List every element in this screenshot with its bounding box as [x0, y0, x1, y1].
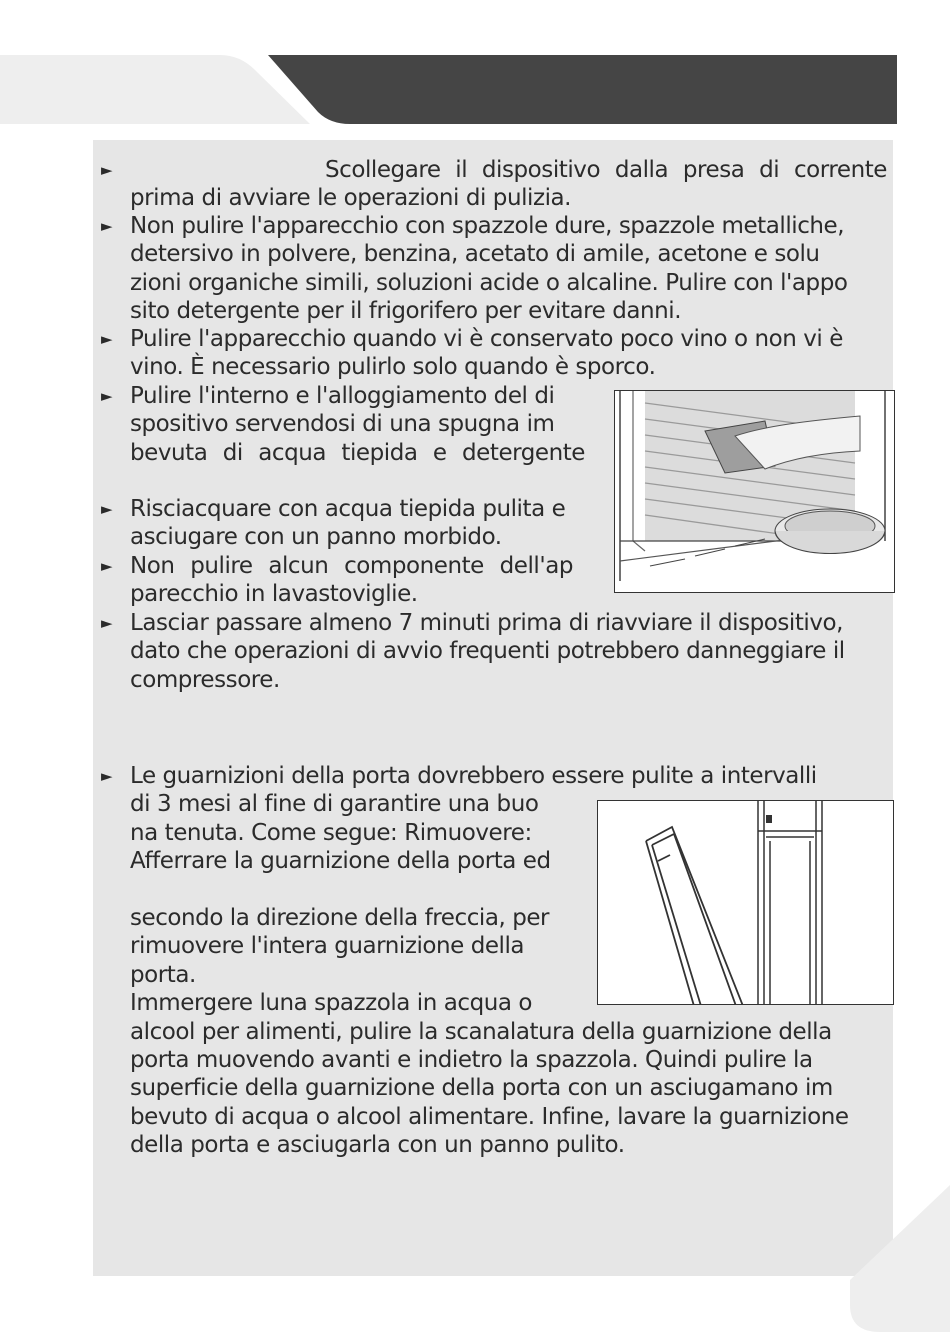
text-line: rimuovere l'intera guarnizione della: [130, 933, 525, 960]
bullet-marker: ►: [101, 557, 113, 575]
list-item: [130, 156, 887, 213]
text-line: Risciacquare con acqua tiepida pulita e: [130, 496, 566, 522]
text-line: bevuta di acqua tiepida e detergente: [130, 439, 585, 466]
text-line: porta muovendo avanti e indietro la spazzola. Quindi pulire la: [130, 1047, 813, 1074]
text-line: compressore.: [130, 666, 280, 693]
list-item: [130, 609, 845, 694]
bullet-marker: ►: [101, 500, 113, 518]
light-tab: [0, 55, 310, 124]
text-line: Immergere luna spazzola in acqua o: [130, 990, 532, 1017]
list-item: [130, 212, 847, 326]
text-line: bevuto di acqua o alcool alimentare. Infine, lavare la guarnizione: [130, 1103, 849, 1130]
text-line: Scollegare il dispositivo dalla presa di corrente: [325, 157, 887, 183]
bullet-marker: ►: [101, 387, 113, 405]
text-line: na tenuta. Come segue: Rimuovere:: [130, 819, 532, 846]
text-line: di 3 mesi al fine di garantire una buo: [130, 791, 539, 818]
text-line: zioni organiche simili, soluzioni acide o alcaline. Pulire con l'appo: [130, 269, 848, 296]
text-line: Afferrare la guarnizione della porta ed: [130, 848, 551, 875]
list-item: [130, 552, 573, 609]
page-corner: [850, 1185, 950, 1332]
dark-header-tab: [268, 55, 897, 124]
list-item: [130, 495, 565, 552]
text-line: alcool per alimenti, pulire la scanalatura della guarnizione della: [130, 1018, 832, 1045]
text-line: Non pulire l'apparecchio con spazzole dure, spazzole metalliche,: [130, 213, 845, 239]
text-line: parecchio in lavastoviglie.: [130, 581, 418, 608]
text-line: superficie della guarnizione della porta con un asciugamano im: [130, 1075, 833, 1102]
bullet-marker: ►: [101, 614, 113, 632]
bullet-marker: ►: [101, 217, 113, 235]
bullet-marker: ►: [101, 161, 113, 179]
header-tabs: [0, 0, 950, 140]
text-line: spositivo servendosi di una spugna im: [130, 411, 555, 438]
text-line: porta.: [130, 961, 196, 988]
text-line: Lasciar passare almeno 7 minuti prima di riavviare il dispositivo,: [130, 610, 843, 636]
list-item: [130, 382, 585, 467]
text-line: vino. È necessario pulirlo solo quando è sporco.: [130, 354, 656, 381]
text-line: Pulire l'apparecchio quando vi è conservato poco vino o non vi è: [130, 326, 843, 352]
text-line: della porta e asciugarla con un panno pulito.: [130, 1132, 625, 1159]
bullet-marker: ►: [101, 330, 113, 348]
door-gasket-illustration: [597, 800, 894, 1005]
text-line: asciugare con un panno morbido.: [130, 524, 502, 551]
text-line: dato che operazioni di avvio frequenti potrebbero danneggiare il: [130, 638, 845, 665]
cleaning-illustration: [614, 390, 895, 593]
text-line: detersivo in polvere, benzina, acetato di amile, acetone e solu: [130, 241, 820, 268]
list-item: [130, 325, 843, 382]
text-line: sito detergente per il frigorifero per evitare danni.: [130, 298, 682, 325]
text-line: secondo la direzione della freccia, per: [130, 905, 550, 932]
text-line: prima di avviare le operazioni di pulizia.: [130, 185, 572, 212]
text-line: Le guarnizioni della porta dovrebbero essere pulite a intervalli: [130, 763, 817, 789]
text-line: Pulire l'interno e l'alloggiamento del di: [130, 383, 555, 409]
text-line: Non pulire alcun componente dell'ap: [130, 553, 573, 579]
bullet-marker: ►: [101, 767, 113, 785]
